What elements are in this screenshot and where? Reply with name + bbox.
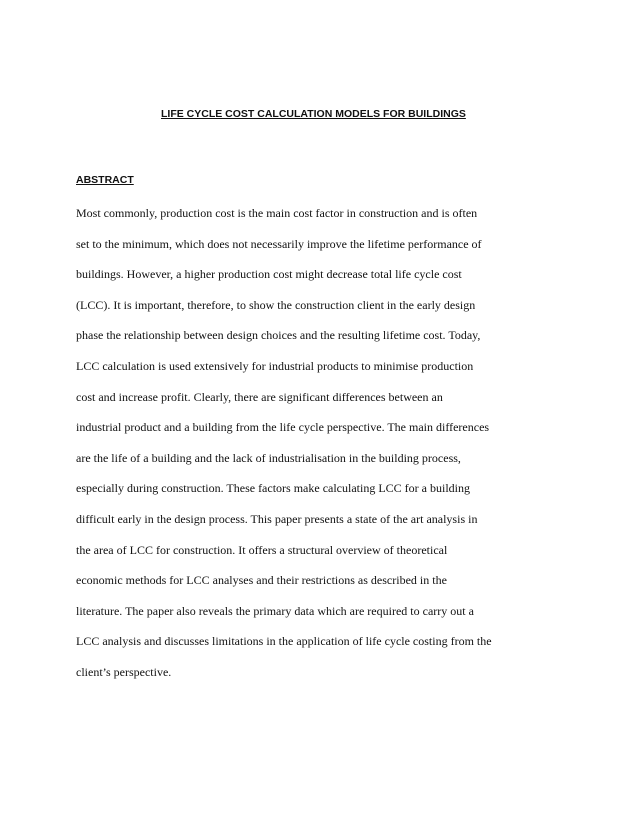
abstract-line: are the life of a building and the lack of industrialisation in the building process, xyxy=(76,450,461,465)
abstract-line: Most commonly, production cost is the main cost factor in construction and is often xyxy=(76,206,478,220)
abstract-line: buildings. However, a higher production cost might decrease total life cycle cost xyxy=(76,267,462,282)
abstract-line: literature. The paper also reveals the primary data which are required to carry out a xyxy=(76,603,474,618)
abstract-line: (LCC). It is important, therefore, to show the construction client in the early design xyxy=(76,297,476,312)
abstract-line: cost and increase profit. Clearly, there are significant differences between an xyxy=(76,389,443,404)
abstract-line: industrial product and a building from the life cycle perspective. The main differences xyxy=(76,420,490,435)
abstract-line: especially during construction. These factors make calculating LCC for a building xyxy=(76,481,470,496)
abstract-line: client’s perspective. xyxy=(76,664,172,679)
abstract-line: the area of LCC for construction. It offers a structural overview of theoretical xyxy=(76,542,448,557)
abstract-heading: ABSTRACT xyxy=(76,174,134,186)
abstract-line: LCC analysis and discusses limitations in the application of life cycle costing from the xyxy=(76,634,492,649)
abstract-line: set to the minimum, which does not necessarily improve the lifetime performance of xyxy=(76,236,482,251)
paper-title: LIFE CYCLE COST CALCULATION MODELS FOR BUILDINGS xyxy=(161,108,466,120)
abstract-line: difficult early in the design process. This paper presents a state of the art analysis in xyxy=(76,511,478,526)
abstract-line: economic methods for LCC analyses and their restrictions as described in the xyxy=(76,573,447,588)
abstract-line: phase the relationship between design choices and the resulting lifetime cost. Today, xyxy=(76,328,481,343)
abstract-body xyxy=(76,206,546,696)
abstract-line: LCC calculation is used extensively for industrial products to minimise production xyxy=(76,358,474,373)
